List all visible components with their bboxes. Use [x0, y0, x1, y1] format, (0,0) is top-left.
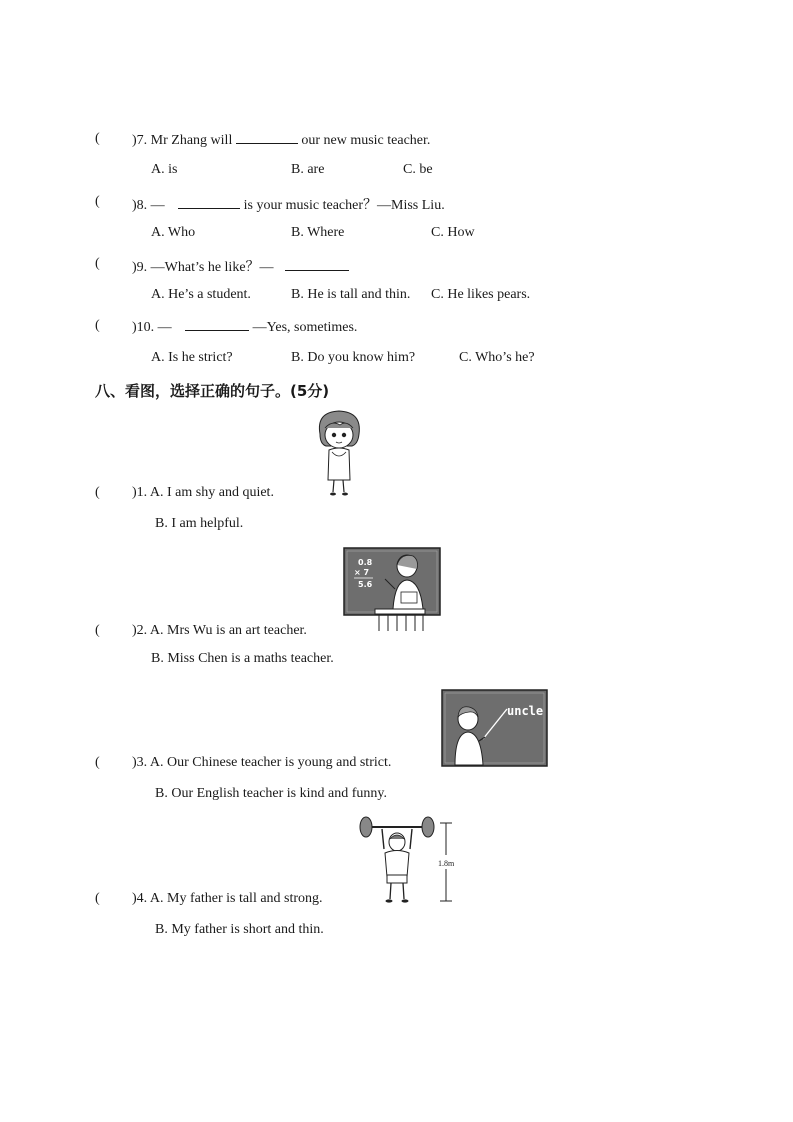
- strong-father-illustration: [356, 815, 460, 905]
- choice-a: A. Our Chinese teacher is young and strict.: [149, 755, 392, 770]
- question-number: )10.: [132, 320, 155, 335]
- answer-paren[interactable]: (: [95, 891, 100, 906]
- option-a: A. Who: [151, 225, 196, 240]
- question-text-pre: —: [150, 198, 165, 213]
- question-number: )2.: [132, 623, 148, 638]
- choice-a: A. I am shy and quiet.: [149, 485, 274, 500]
- question-number: )3.: [132, 755, 148, 770]
- question-text-pre: —What’s he like？—: [150, 260, 274, 275]
- choice-a: A. Mrs Wu is an art teacher.: [149, 623, 307, 638]
- answer-blank[interactable]: [285, 258, 349, 271]
- choice-b: B. Our English teacher is kind and funny.: [155, 786, 387, 801]
- option-b: B. He is tall and thin.: [291, 287, 411, 302]
- answer-blank[interactable]: [236, 131, 298, 144]
- answer-paren[interactable]: (: [95, 256, 100, 271]
- question-text-post: is your music teacher？—Miss Liu.: [243, 198, 445, 213]
- board-math-line-2: × 7: [354, 568, 370, 577]
- question-number: )8.: [132, 198, 148, 213]
- board-math-line-1: 0.8: [358, 558, 373, 567]
- option-c: C. How: [431, 225, 475, 240]
- answer-paren[interactable]: (: [95, 318, 100, 333]
- answer-paren[interactable]: (: [95, 623, 100, 638]
- option-c: C. be: [403, 162, 433, 177]
- question-number: )9.: [132, 260, 148, 275]
- answer-blank[interactable]: [178, 196, 240, 209]
- question-text-post: —Yes, sometimes.: [252, 320, 358, 335]
- answer-paren[interactable]: (: [95, 485, 100, 500]
- shy-girl-illustration: [312, 408, 366, 498]
- board-math-line-3: 5.6: [358, 580, 373, 589]
- question-text-pre: —: [157, 320, 172, 335]
- option-a: A. He’s a student.: [151, 287, 251, 302]
- question-number: )4.: [132, 891, 148, 906]
- choice-b: B. Miss Chen is a maths teacher.: [151, 651, 334, 666]
- choice-a: A. My father is tall and strong.: [149, 891, 323, 906]
- option-b: B. Do you know him?: [291, 350, 416, 365]
- option-b: B. are: [291, 162, 325, 177]
- board-word: uncle: [507, 704, 544, 718]
- maths-teacher-illustration: [343, 547, 441, 633]
- answer-blank[interactable]: [185, 318, 249, 331]
- question-text-post: our new music teacher.: [301, 133, 431, 148]
- option-b: B. Where: [291, 225, 345, 240]
- option-a: A. is: [151, 162, 178, 177]
- option-c: C. Who’s he?: [459, 350, 535, 365]
- option-a: A. Is he strict?: [151, 350, 233, 365]
- question-text-pre: Mr Zhang will: [150, 133, 233, 148]
- choice-b: B. I am helpful.: [155, 516, 244, 531]
- option-c: C. He likes pears.: [431, 287, 531, 302]
- answer-paren[interactable]: (: [95, 131, 100, 146]
- question-number: )7.: [132, 133, 148, 148]
- english-teacher-illustration: [441, 689, 548, 768]
- question-number: )1.: [132, 485, 148, 500]
- section-heading: 八、看图，选择正确的句子。(5分): [95, 382, 330, 400]
- choice-b: B. My father is short and thin.: [155, 922, 324, 937]
- height-label: 1.8m: [438, 859, 455, 868]
- answer-paren[interactable]: (: [95, 755, 100, 770]
- answer-paren[interactable]: (: [95, 194, 100, 209]
